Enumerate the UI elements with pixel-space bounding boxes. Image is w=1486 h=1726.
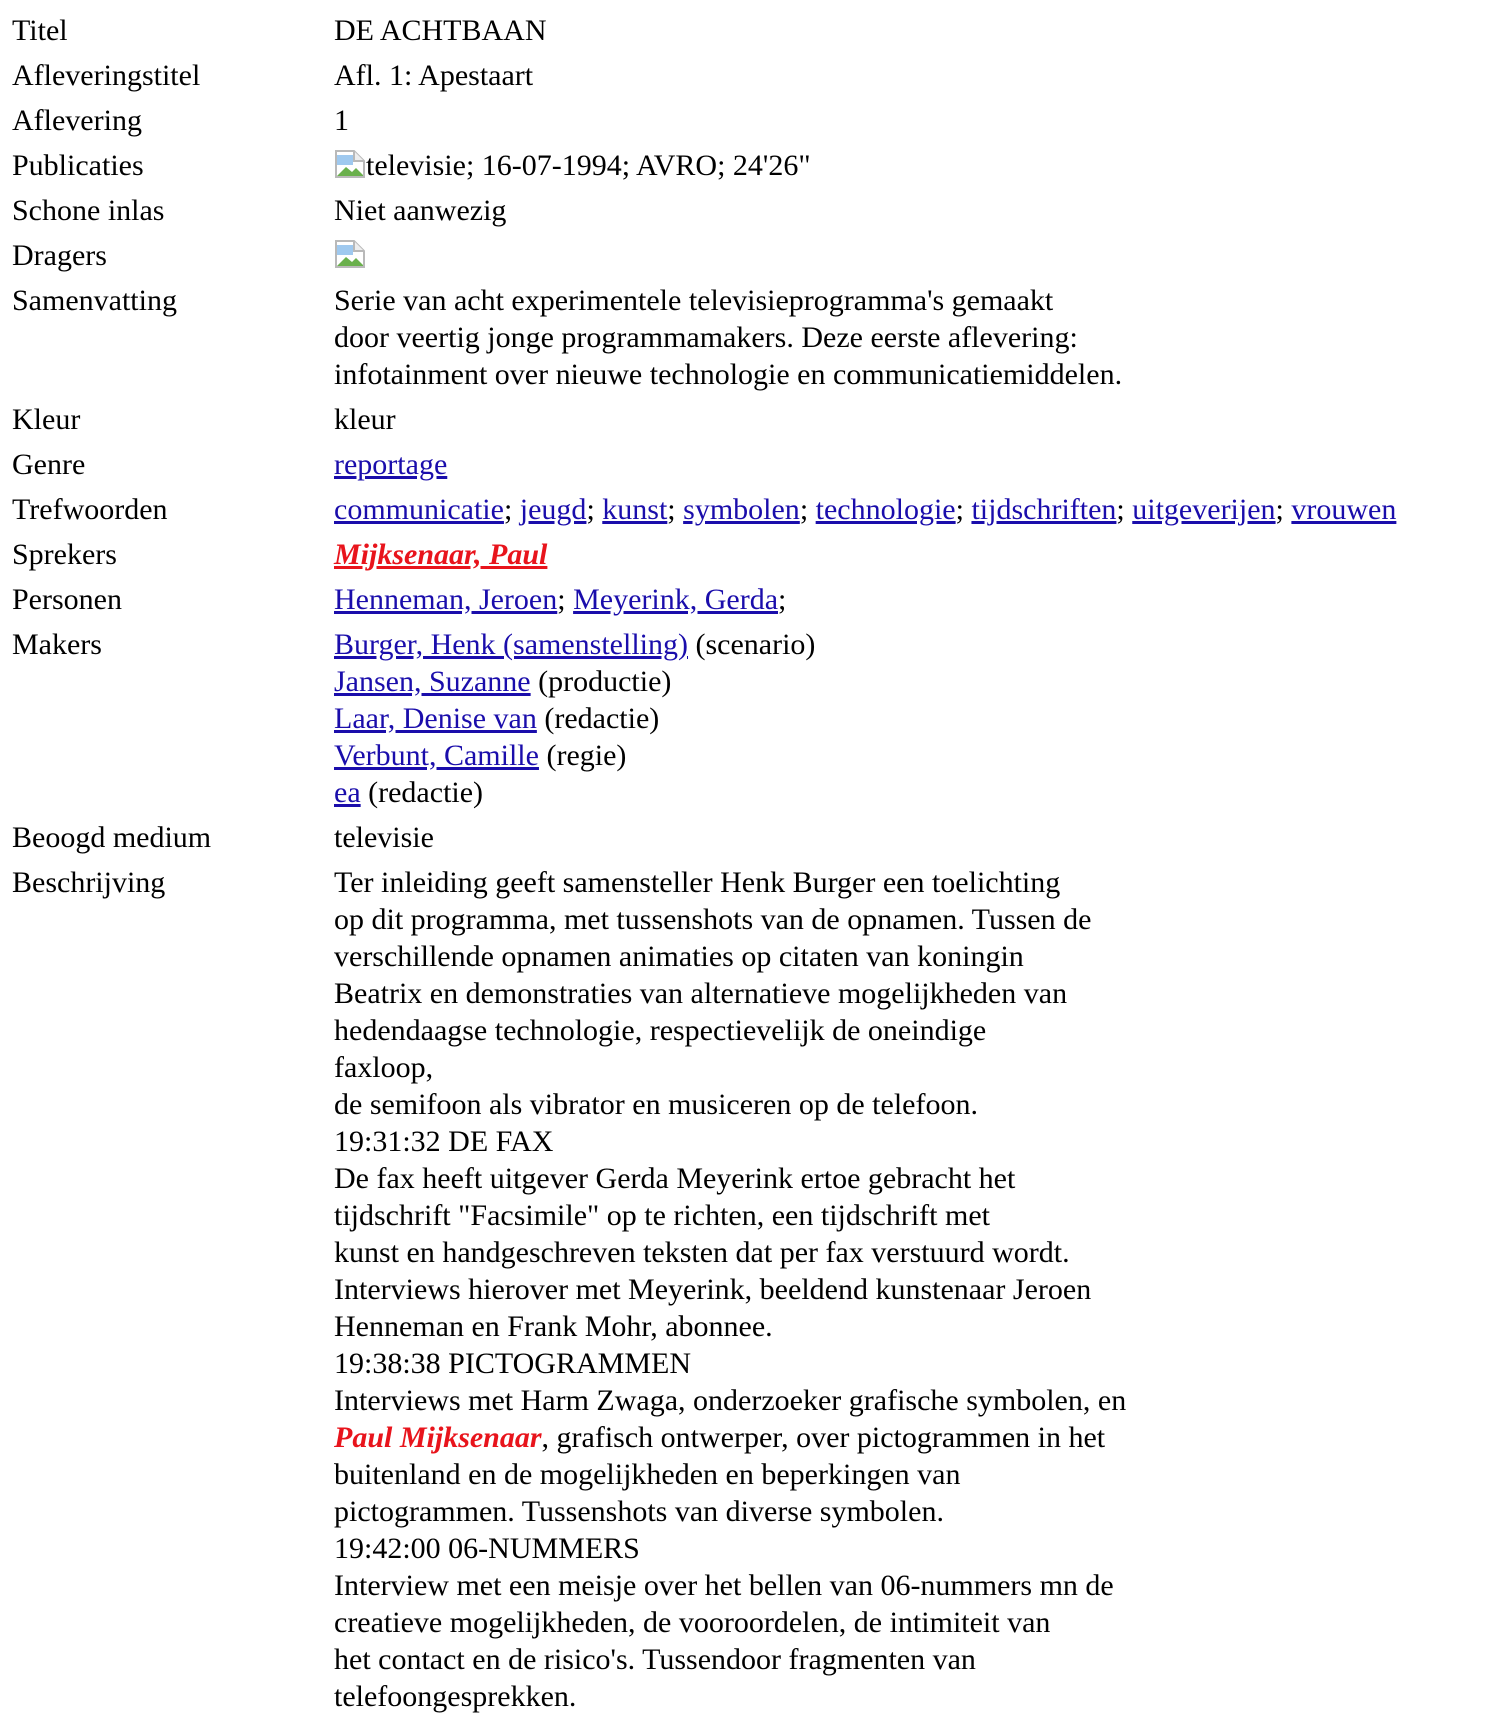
separator: ; (557, 583, 574, 616)
value-dragers (334, 237, 1472, 274)
value-trefwoorden (334, 491, 1472, 528)
separator: ; (955, 493, 972, 526)
separator: ; (1275, 493, 1292, 526)
beschrijving-line: Beatrix en demonstraties van alternatieve mogelijkheden van (334, 977, 1068, 1010)
genre-link[interactable]: reportage (334, 448, 448, 481)
maker-entry (334, 626, 1472, 663)
maker-role: (productie) (530, 665, 672, 698)
label-kleur: Kleur (12, 403, 81, 436)
value-beoogd-medium: televisie (334, 821, 434, 854)
beschrijving-text: , grafisch ontwerper, over pictogrammen in het (541, 1421, 1106, 1454)
persoon-link[interactable]: Henneman, Jeroen (334, 583, 558, 616)
label-afleveringstitel: Afleveringstitel (12, 59, 201, 92)
beschrijving-line: Ter inleiding geeft samensteller Henk Burger een toelichting (334, 866, 1061, 899)
row-publicaties (12, 147, 1472, 184)
samenvatting-line: infotainment over nieuwe technologie en communicatiemiddelen. (334, 358, 1123, 391)
value-afleveringstitel: Afl. 1: Apestaart (334, 59, 534, 92)
row-schone-inlas (12, 192, 1472, 229)
separator: ; (586, 493, 603, 526)
label-publicaties: Publicaties (12, 149, 144, 182)
beschrijving-line: op dit programma, met tussenshots van de opnamen. Tussen de (334, 903, 1092, 936)
beschrijving-line: kunst en handgeschreven teksten dat per fax verstuurd wordt. (334, 1236, 1070, 1269)
row-dragers (12, 237, 1472, 274)
row-afleveringstitel (12, 57, 1472, 94)
value-schone-inlas: Niet aanwezig (334, 194, 507, 227)
highlighted-name: Paul Mijksenaar (334, 1421, 542, 1454)
row-sprekers (12, 536, 1472, 573)
row-beschrijving (12, 864, 1472, 1715)
maker-role: (scenario) (688, 628, 816, 661)
beschrijving-line: telefoongesprekken. (334, 1680, 577, 1713)
persoon-link[interactable]: Meyerink, Gerda (573, 583, 779, 616)
beschrijving-line: de semifoon als vibrator en musiceren op de telefoon. (334, 1088, 978, 1121)
label-makers: Makers (12, 628, 102, 661)
value-kleur: kleur (334, 403, 396, 436)
maker-entry (334, 774, 1472, 811)
beschrijving-line: Interviews met Harm Zwaga, onderzoeker grafische symbolen, en (334, 1384, 1127, 1417)
row-beoogd-medium (12, 819, 1472, 856)
value-genre (334, 446, 1472, 483)
value-titel: DE ACHTBAAN (334, 14, 547, 47)
beschrijving-line: verschillende opnamen animaties op citaten van koningin (334, 940, 1024, 973)
broken-image-icon (334, 149, 366, 179)
label-schone-inlas: Schone inlas (12, 194, 165, 227)
value-samenvatting (334, 282, 1472, 393)
trefwoord-link[interactable]: tijdschriften (971, 493, 1117, 526)
value-beschrijving (334, 864, 1472, 1715)
row-titel (12, 12, 1472, 49)
label-sprekers: Sprekers (12, 538, 117, 571)
maker-entry (334, 700, 1472, 737)
label-trefwoorden: Trefwoorden (12, 493, 168, 526)
label-dragers: Dragers (12, 239, 107, 272)
trefwoord-link[interactable]: jeugd (519, 493, 587, 526)
trefwoord-link[interactable]: technologie (815, 493, 956, 526)
beschrijving-line (334, 1419, 1472, 1456)
value-personen (334, 581, 1472, 618)
trefwoord-link[interactable]: communicatie (334, 493, 504, 526)
maker-role: (redactie) (536, 702, 660, 735)
label-titel: Titel (12, 14, 68, 47)
beschrijving-line: creatieve mogelijkheden, de vooroordelen, de intimiteit van (334, 1606, 1051, 1639)
beschrijving-line: hedendaagse technologie, respectievelijk de oneindige (334, 1014, 987, 1047)
separator: ; (799, 493, 816, 526)
maker-entry (334, 663, 1472, 700)
beschrijving-line: De fax heeft uitgever Gerda Meyerink ertoe gebracht het (334, 1162, 1016, 1195)
maker-role: (regie) (538, 739, 627, 772)
segment-heading-fax: 19:31:32 DE FAX (334, 1125, 554, 1158)
beschrijving-line: Interview met een meisje over het bellen van 06-nummers mn de (334, 1569, 1114, 1602)
trefwoord-link[interactable]: kunst (602, 493, 668, 526)
broken-image-icon (334, 239, 366, 269)
maker-link[interactable]: Jansen, Suzanne (334, 665, 531, 698)
trefwoord-link[interactable]: uitgeverijen (1132, 493, 1276, 526)
segment-heading-06-nummers: 19:42:00 06-NUMMERS (334, 1532, 640, 1565)
samenvatting-line: Serie van acht experimentele televisieprogramma's gemaakt (334, 284, 1054, 317)
beschrijving-line: buitenland en de mogelijkheden en beperkingen van (334, 1458, 961, 1491)
separator: ; (503, 493, 520, 526)
maker-link[interactable]: Laar, Denise van (334, 702, 537, 735)
row-samenvatting (12, 282, 1472, 393)
value-makers (334, 626, 1472, 811)
row-personen (12, 581, 1472, 618)
separator: ; (778, 583, 787, 616)
beschrijving-line: Henneman en Frank Mohr, abonnee. (334, 1310, 773, 1343)
label-samenvatting: Samenvatting (12, 284, 177, 317)
row-genre (12, 446, 1472, 483)
maker-link[interactable]: Verbunt, Camille (334, 739, 539, 772)
separator: ; (667, 493, 684, 526)
trefwoord-link[interactable]: vrouwen (1291, 493, 1397, 526)
maker-role: (redactie) (360, 776, 484, 809)
beschrijving-line: pictogrammen. Tussenshots van diverse symbolen. (334, 1495, 944, 1528)
label-genre: Genre (12, 448, 86, 481)
trefwoord-link[interactable]: symbolen (683, 493, 800, 526)
segment-heading-pictogrammen: 19:38:38 PICTOGRAMMEN (334, 1347, 691, 1380)
maker-link[interactable]: Burger, Henk (samenstelling) (334, 628, 688, 661)
row-makers (12, 626, 1472, 811)
value-sprekers (334, 536, 1472, 573)
separator: ; (1116, 493, 1133, 526)
label-beschrijving: Beschrijving (12, 866, 166, 899)
publicatie-text: televisie; 16-07-1994; AVRO; 24'26" (366, 149, 811, 182)
beschrijving-line: tijdschrift "Facsimile" op te richten, een tijdschrift met (334, 1199, 990, 1232)
row-kleur (12, 401, 1472, 438)
label-beoogd-medium: Beoogd medium (12, 821, 212, 854)
label-personen: Personen (12, 583, 122, 616)
label-aflevering: Aflevering (12, 104, 142, 137)
spreker-link[interactable]: Mijksenaar, Paul (334, 538, 548, 571)
maker-entry (334, 737, 1472, 774)
maker-link[interactable]: ea (334, 776, 361, 809)
value-aflevering: 1 (334, 104, 349, 137)
beschrijving-line: het contact en de risico's. Tussendoor fragmenten van (334, 1643, 976, 1676)
samenvatting-line: door veertig jonge programmamakers. Deze eerste aflevering: (334, 321, 1078, 354)
row-aflevering (12, 102, 1472, 139)
beschrijving-line: Interviews hierover met Meyerink, beeldend kunstenaar Jeroen (334, 1273, 1092, 1306)
beschrijving-line: faxloop, (334, 1051, 434, 1084)
value-publicaties (334, 147, 1472, 184)
row-trefwoorden (12, 491, 1472, 528)
record-details (12, 12, 1472, 1723)
